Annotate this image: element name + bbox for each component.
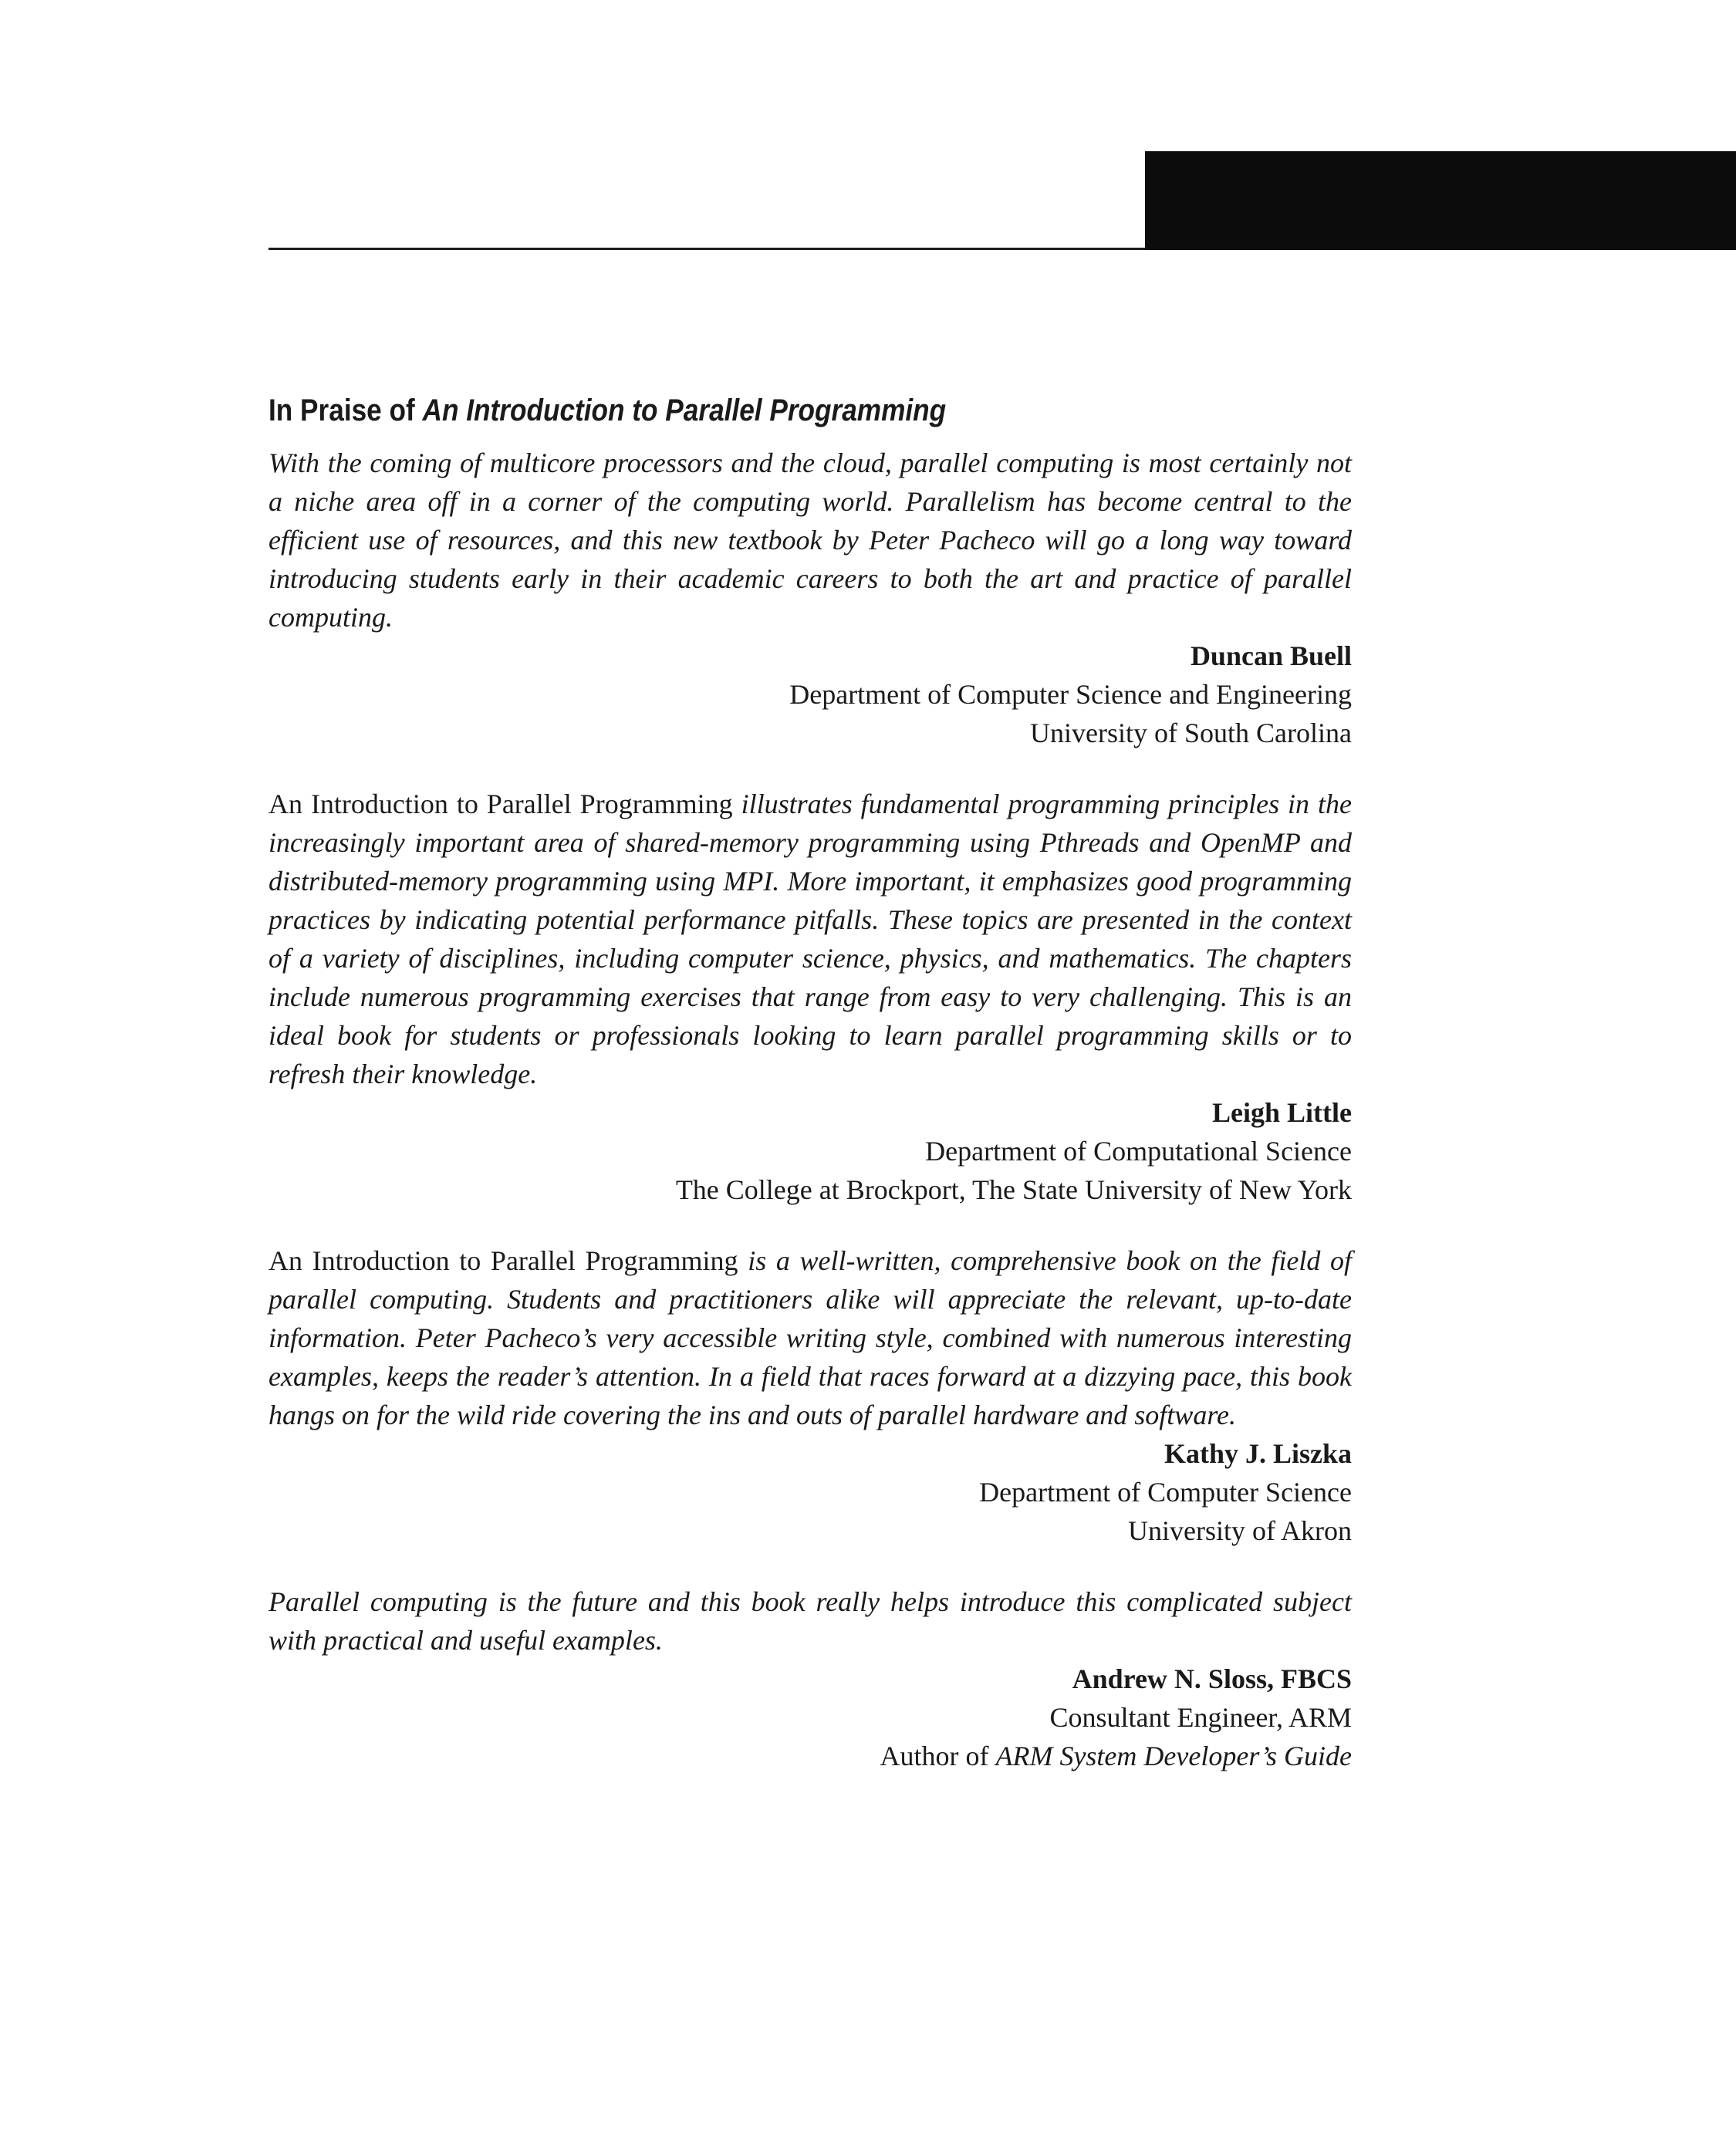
page-heading xyxy=(269,386,1222,435)
header-rule xyxy=(269,248,1145,250)
endorser-institution: University of South Carolina xyxy=(1030,718,1352,748)
endorser-affiliation: Department of Computer Science and Engineering xyxy=(789,679,1352,710)
endorsement-quote: Parallel computing is the future and this book really helps introduce this complicated subject with practical and useful examples. xyxy=(269,1586,1352,1656)
endorser-name: Leigh Little xyxy=(1212,1097,1352,1128)
quote-book-title: An Introduction to Parallel Programming xyxy=(269,1245,738,1276)
endorsement-little xyxy=(269,785,1352,1209)
endorsement-quote xyxy=(269,785,1352,1093)
praise-page xyxy=(269,386,1352,1808)
quote-text: illustrates fundamental programming principles in the increasingly important area of shared-memory programming using Pthreads and OpenMP and distributed-memory programming using MPI. More important, it emphasizes good programming practices by indicating potential performance pitfalls. These topics are presented in the context of a variety of disciplines, including computer science, physics, and mathematics. The chapters include numerous programming exercises that range from easy to very challenging. This is an ideal book for students or professionals looking to learn parallel programming skills or to refresh their knowledge. xyxy=(269,789,1352,1089)
endorsement-sloss xyxy=(269,1582,1352,1775)
heading-book-title: An Introduction to Parallel Programming xyxy=(422,393,947,427)
endorser-affiliation: Department of Computational Science xyxy=(925,1136,1352,1167)
authored-book-title: ARM System Developer’s Guide xyxy=(995,1741,1352,1771)
quote-text: is a well-written, comprehensive book on the field of parallel computing. Students and practitioners alike will appreciate the relevant, up-to-date information. Peter Pacheco’s very accessible writing style, combined with numerous interesting examples, keeps the reader’s attention. In a field that races forward at a dizzying pace, this book hangs on for the wild ride covering the ins and outs of parallel hardware and software. xyxy=(269,1245,1352,1430)
quote-book-title: An Introduction to Parallel Programming xyxy=(269,789,733,819)
endorser-name: Andrew N. Sloss, FBCS xyxy=(1072,1663,1352,1694)
endorser-name: Kathy J. Liszka xyxy=(1164,1438,1352,1469)
endorsement-liszka xyxy=(269,1241,1352,1550)
endorsement-buell xyxy=(269,444,1352,752)
endorsement-attribution xyxy=(269,1434,1352,1550)
endorsement-attribution xyxy=(269,1660,1352,1775)
endorser-institution: The College at Brockport, The State University of New York xyxy=(675,1174,1352,1205)
endorsement-attribution xyxy=(269,637,1352,752)
endorser-institution: University of Akron xyxy=(1128,1515,1352,1546)
endorser-name: Duncan Buell xyxy=(1190,640,1352,671)
endorsement-quote: With the coming of multicore processors and the cloud, parallel computing is most certainly not a niche area off in a corner of the computing world. Parallelism has become central to the efficient use of resources, and this new textbook by Peter Pacheco will go a long way toward introducing students early in their academic careers to both the art and practice of parallel computing. xyxy=(269,447,1352,633)
endorser-authorship xyxy=(269,1737,1352,1775)
endorsement-attribution xyxy=(269,1093,1352,1209)
endorser-affiliation: Department of Computer Science xyxy=(979,1477,1352,1508)
authorship-prefix: Author of xyxy=(880,1741,996,1771)
endorser-affiliation: Consultant Engineer, ARM xyxy=(1049,1702,1352,1733)
endorsement-quote xyxy=(269,1241,1352,1434)
heading-prefix: In Praise of xyxy=(269,393,423,427)
header-black-block xyxy=(1145,151,1736,250)
